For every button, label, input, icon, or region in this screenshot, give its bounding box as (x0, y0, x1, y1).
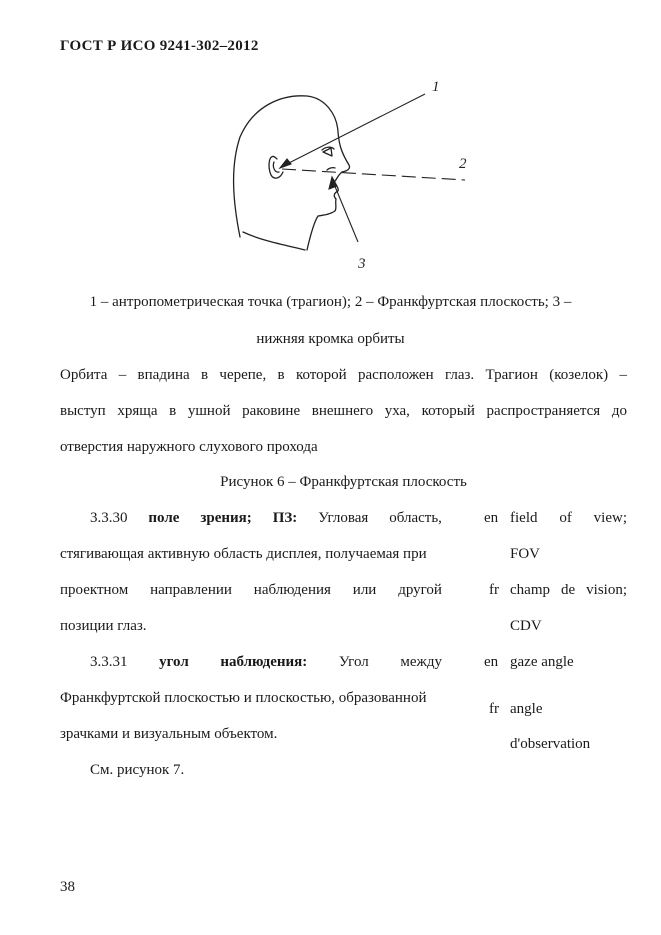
en-word: of (559, 510, 572, 526)
document-header: ГОСТ Р ИСО 9241-302–2012 (60, 38, 259, 54)
frankfurt-plane-figure (225, 72, 485, 277)
figure-legend-line-1: 1 – антропометрическая точка (трагион); 2 – Франкфуртская плоскость; 3 – (89, 294, 572, 310)
lang-code-en: en (484, 654, 499, 670)
frankfurt-plane-line (282, 169, 465, 180)
definition-word: направлении (150, 582, 232, 598)
definition-word: наблюдения (253, 582, 331, 598)
term-word: зрения; (200, 510, 252, 526)
en-abbr: FOV (510, 546, 541, 562)
page-number: 38 (60, 879, 75, 895)
term-3330-line-2: стягивающая активную область дисплея, получаемая при (60, 546, 427, 562)
en-equivalent (510, 510, 627, 527)
fr-abbr: CDV (510, 618, 542, 634)
callout-label-3: 3 (358, 256, 366, 272)
en-equivalent: gaze angle (510, 654, 574, 670)
definition-word: или (352, 582, 377, 598)
term-number: 3.3.31 (90, 654, 128, 670)
neck-line (243, 232, 305, 250)
term-3331-line-2: Франкфуртской плоскостью и плоскостью, образованной (60, 690, 427, 706)
fr-equivalent-line-2: d'observation (510, 736, 591, 752)
fr-word: champ (510, 582, 550, 598)
lang-code-fr: fr (489, 582, 499, 598)
term-abbr: ПЗ: (272, 510, 298, 526)
term-number: 3.3.30 (90, 510, 128, 526)
term-word: наблюдения: (220, 654, 308, 670)
figure-legend-line-2: нижняя кромка орбиты (256, 331, 405, 347)
definition-word: область, (389, 510, 442, 526)
fr-word: vision; (586, 582, 627, 598)
fr-equivalent (510, 582, 627, 599)
callout-line-3 (334, 184, 358, 242)
note-line-3: отверстия наружного слухового прохода (60, 439, 318, 455)
term-3330-line-3 (60, 582, 442, 599)
lang-code-fr: fr (489, 701, 499, 717)
callout-line-1 (283, 94, 425, 166)
head-outline (234, 96, 350, 237)
definition-word: между (400, 654, 442, 670)
callout-label-1: 1 (432, 79, 440, 95)
definition-word: проектном (60, 582, 129, 598)
callout-label-2: 2 (459, 156, 467, 172)
face-profile (307, 172, 342, 250)
term-word: поле (148, 510, 180, 526)
en-word: field (510, 510, 538, 526)
term-word: угол (159, 654, 189, 670)
definition-word: Угловая (318, 510, 369, 526)
fr-equivalent-line-1: angle (510, 701, 543, 717)
note-line-2: выступ хряща в ушной раковине внешнего уха, который распространяется до (60, 403, 627, 419)
term-3330-line-4: позиции глаз. (60, 618, 147, 634)
lang-code-en: en (484, 510, 499, 526)
term-3331-line-1 (90, 654, 442, 671)
definition-word: Угол (338, 654, 369, 670)
note-line-1: Орбита – впадина в черепе, в которой расположен глаз. Трагион (козелок) – (60, 367, 627, 383)
term-3330-line-1 (90, 510, 442, 527)
definition-word: другой (398, 582, 442, 598)
en-word: view; (593, 510, 627, 526)
fr-word: de (560, 582, 576, 598)
term-3331-line-3: зрачками и визуальным объектом. (60, 726, 278, 742)
see-figure-reference: См. рисунок 7. (90, 762, 185, 778)
eye (323, 148, 332, 156)
figure-title: Рисунок 6 – Франкфуртская плоскость (220, 474, 467, 490)
